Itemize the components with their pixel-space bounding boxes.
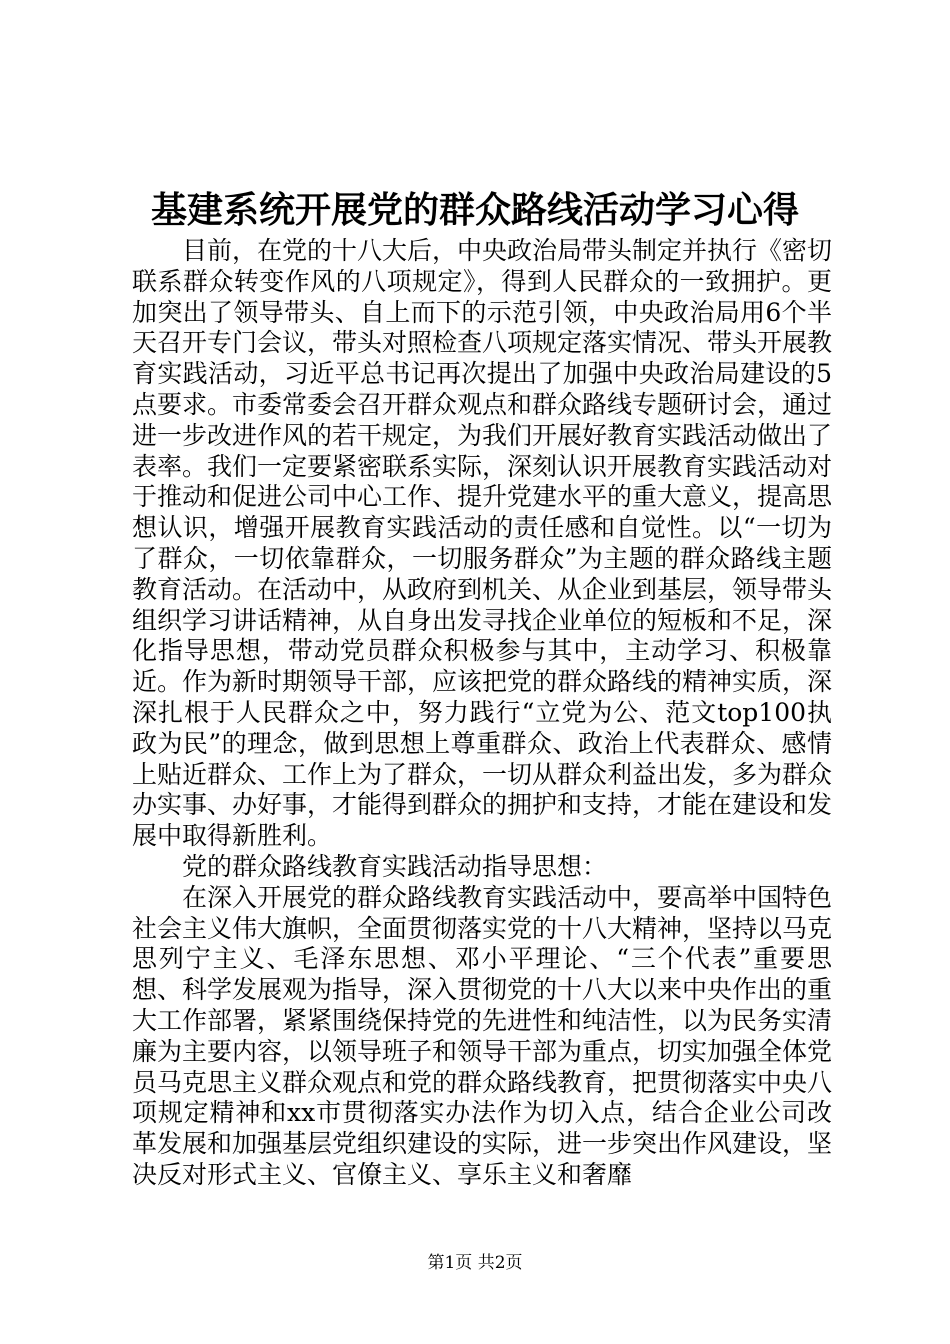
paragraph-intro: 目前，在党的十八大后，中央政治局带头制定并执行《密切联系群众转变作风的八项规定》，得到人民群众的一致拥护。更加突出了领导带头、自上而下的示范引领，中央政治局用6个半天召开专门会议，带头对照检查八项规定落实情况、带头开展教育实践活动，习近平总书记再次提出了加强中央政治局建设的5点要求。市委常委会召开群众观点和群众路线专题研讨会，通过进一步改进作风的若干规定，为我们开展好教育实践活动做出了表率。我们一定要紧密联系实际，深刻认识开展教育实践活动对于推动和促进公司中心工作、提升党建水平的重大意义，提高思想认识，增强开展教育实践活动的责任感和自觉性。以“一切为了群众，一切依靠群众，一切服务群众”为主题的群众路线主题教育活动。在活动中，从政府到机关、从企业到基层，领导带头组织学习讲话精神，从自身出发寻找企业单位的短板和不足，深化指导思想，带动党员群众积极参与其中，主动学习、积极靠近。作为新时期领导干部，应该把党的群众路线的精神实质，深深扎根于人民群众之中，努力践行“立党为公、范文top100执政为民”的理念，做到思想上尊重群众、政治上代表群众、感情上贴近群众、工作上为了群众，一切从群众利益出发，多为群众办实事、办好事，才能得到群众的拥护和支持，才能在建设和发展中取得新胜利。 xyxy=(132,236,833,851)
page-number-footer: 第1页 共2页 xyxy=(427,1253,523,1273)
document-body xyxy=(132,236,832,1191)
paragraph-guiding-ideology: 在深入开展党的群众路线教育实践活动中，要高举中国特色社会主义伟大旗帜，全面贯彻落实党的十八大精神，坚持以马克思列宁主义、毛泽东思想、邓小平理论、“三个代表”重要思想、科学发展观为指导，深入贯彻党的十八大以来中央作出的重大工作部署，紧紧围绕保持党的先进性和纯洁性，以为民务实清廉为主要内容，以领导班子和领导干部为重点，切实加强全体党员马克思主义群众观点和党的群众路线教育，把贯彻落实中央八项规定精神和xx市贯彻落实办法作为切入点，结合企业公司改革发展和加强基层党组织建设的实际，进一步突出作风建设，坚决反对形式主义、官僚主义、享乐主义和奢靡 xyxy=(132,882,833,1189)
document-title: 基建系统开展党的群众路线活动学习心得 xyxy=(150,189,799,231)
paragraph-heading: 党的群众路线教育实践活动指导思想： xyxy=(182,851,608,881)
